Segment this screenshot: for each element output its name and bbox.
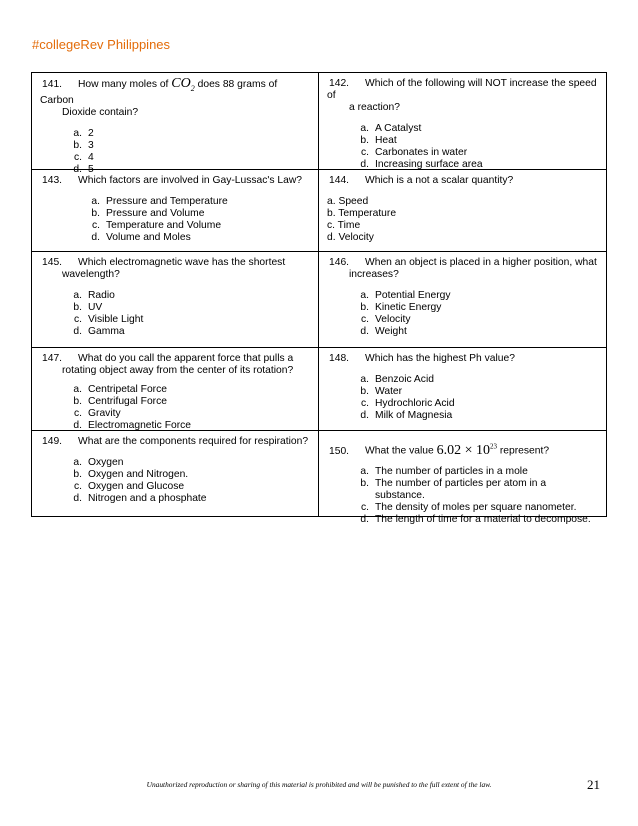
question-text-cont: represent? bbox=[499, 445, 550, 457]
option-d: d. Nitrogen and a phosphate bbox=[73, 493, 207, 504]
option-c: c. Gravity bbox=[73, 408, 121, 419]
option-c: c. 4 bbox=[73, 151, 94, 163]
question-146 bbox=[319, 252, 606, 348]
option-b: b. Water bbox=[360, 386, 403, 397]
option-c: c. Temperature and Volume bbox=[91, 220, 222, 231]
question-144 bbox=[319, 170, 606, 252]
option-b: b. Heat bbox=[360, 135, 397, 146]
question-text: What are the components required for respiration? bbox=[78, 436, 309, 447]
option-a: a. Benzoic Acid bbox=[360, 374, 434, 385]
option-c: c. Carbonates in water bbox=[360, 147, 468, 158]
question-text: What do you call the apparent force that pulls a bbox=[78, 353, 294, 364]
question-148 bbox=[319, 348, 606, 431]
option-d: d. Gamma bbox=[73, 326, 125, 337]
question-text: Which is a not a scalar quantity? bbox=[365, 175, 514, 186]
question-number: 148. bbox=[329, 353, 350, 364]
question-number: 142. bbox=[329, 78, 350, 89]
question-141 bbox=[32, 73, 319, 175]
option-a: a. Centripetal Force bbox=[73, 384, 167, 395]
option-a: a. Speed bbox=[327, 196, 369, 207]
question-number: 145. bbox=[42, 257, 63, 268]
option-a: a. Potential Energy bbox=[360, 290, 451, 301]
question-number: 143. bbox=[42, 175, 63, 186]
option-c: c. Visible Light bbox=[73, 314, 144, 325]
question-number: 146. bbox=[329, 257, 350, 268]
option-d: d. Velocity bbox=[327, 232, 374, 243]
option-d: d. 5 bbox=[73, 163, 94, 175]
option-b: b. Kinetic Energy bbox=[360, 302, 442, 313]
question-text-line2: increases? bbox=[349, 269, 399, 280]
question-150 bbox=[319, 431, 606, 525]
option-d: d. Milk of Magnesia bbox=[360, 410, 453, 421]
option-a: a. The number of particles in a mole bbox=[360, 465, 528, 477]
option-a: a. Pressure and Temperature bbox=[91, 196, 228, 207]
option-a: a. 2 bbox=[73, 127, 94, 139]
option-b: b. Pressure and Volume bbox=[91, 208, 205, 219]
option-a: a. Radio bbox=[73, 290, 115, 301]
question-text: Which of the following will NOT increase the speed of bbox=[327, 78, 597, 101]
question-number: 144. bbox=[329, 175, 350, 186]
option-c: c. The density of moles per square nanometer. bbox=[360, 501, 577, 513]
option-a: a. Oxygen bbox=[73, 457, 124, 468]
option-b: b. 3 bbox=[73, 139, 94, 151]
question-text: What the value bbox=[365, 445, 434, 457]
option-d: d. The length of time for a material to decompose. bbox=[360, 513, 591, 525]
formula: $CO_2$ bbox=[171, 76, 195, 93]
question-text-line2: Dioxide contain? bbox=[62, 106, 139, 118]
document-header: #collegeRev Philippines bbox=[32, 37, 171, 52]
question-text-line2: a reaction? bbox=[349, 102, 400, 113]
question-147 bbox=[32, 348, 319, 431]
option-c: c. Hydrochloric Acid bbox=[360, 398, 455, 409]
question-text: Which has the highest Ph value? bbox=[365, 353, 515, 364]
option-d: d. Electromagnetic Force bbox=[73, 420, 192, 431]
option-c: c. Time bbox=[327, 220, 361, 231]
option-c: c. Oxygen and Glucose bbox=[73, 481, 185, 492]
question-text-cont: does 88 grams of Carbon bbox=[40, 79, 278, 106]
question-145 bbox=[32, 252, 319, 348]
question-table bbox=[31, 72, 607, 525]
option-b: b. Oxygen and Nitrogen. bbox=[73, 469, 189, 480]
option-b: b. The number of particles per atom in a substance. bbox=[360, 477, 547, 501]
option-c: c. Velocity bbox=[360, 314, 411, 325]
question-number: 150. bbox=[329, 445, 350, 457]
formula: $6.02 \times 10^{23}$ bbox=[436, 442, 497, 458]
question-number: 141. bbox=[42, 79, 63, 90]
page-number: 21 bbox=[587, 777, 600, 792]
question-143 bbox=[32, 170, 319, 252]
question-number: 149. bbox=[42, 436, 63, 447]
option-b: b. Centrifugal Force bbox=[73, 396, 167, 407]
option-d: d. Weight bbox=[360, 326, 407, 337]
option-b: b. UV bbox=[73, 302, 103, 313]
question-number: 147. bbox=[42, 353, 63, 364]
footer-disclaimer: Unauthorized reproduction or sharing of this material is prohibited and will be punished to the full extent of the law. bbox=[146, 780, 492, 789]
question-text: Which electromagnetic wave has the shortest bbox=[78, 257, 286, 268]
option-d: d. Increasing surface area bbox=[360, 159, 483, 170]
question-text-line2: rotating object away from the center of its rotation? bbox=[62, 365, 294, 376]
option-d: d. Volume and Moles bbox=[91, 232, 191, 243]
question-142 bbox=[319, 73, 606, 170]
question-text: Which factors are involved in Gay-Lussac's Law? bbox=[78, 175, 303, 186]
question-149 bbox=[32, 431, 319, 516]
question-text: How many moles of bbox=[78, 79, 169, 90]
question-text: When an object is placed in a higher position, what bbox=[365, 257, 597, 268]
option-a: a. A Catalyst bbox=[360, 123, 422, 134]
option-b: b. Temperature bbox=[327, 208, 397, 219]
question-text-line2: wavelength? bbox=[62, 269, 120, 280]
